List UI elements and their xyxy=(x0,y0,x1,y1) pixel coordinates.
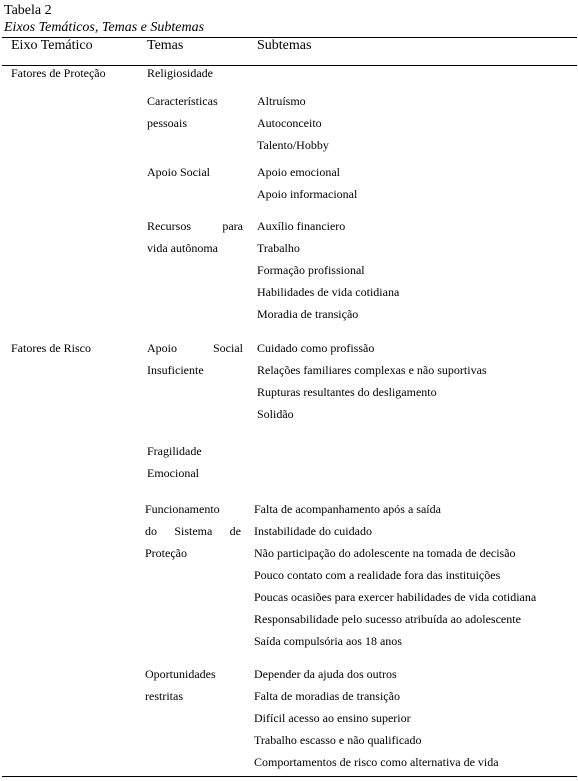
tema-funcionamento-sistema-protecao: Funcionamento do Sistema de Proteção xyxy=(145,502,241,560)
list-item: Comportamentos de risco como alternativa de vida xyxy=(254,755,499,769)
list-item: Apoio emocional xyxy=(257,165,340,179)
list-item: Altruísmo xyxy=(257,94,306,108)
list-item: Saída compulsória aos 18 anos xyxy=(254,634,402,648)
tema-apoio-social-insuficiente: Apoio Social Insuficiente xyxy=(147,341,243,377)
subtemas-apoio-social xyxy=(257,161,357,205)
list-item: Responsabilidade pelo sucesso atribuída ao adolescente xyxy=(254,612,521,626)
list-item: Relações familiares complexas e não suportivas xyxy=(257,363,487,377)
table-bottom-rule xyxy=(2,776,577,777)
list-item: Falta de moradias de transição xyxy=(254,689,400,703)
list-item: Depender da ajuda dos outros xyxy=(254,667,397,681)
tema-fragilidade-emocional: Fragilidade Emocional xyxy=(147,444,202,480)
tema-recursos-vida-autonoma: Recursos para vida autônoma xyxy=(147,219,243,255)
table-title: Eixos Temáticos, Temas e Subtemas xyxy=(4,20,205,35)
header-eixo-tematico: Eixo Temático xyxy=(11,38,93,53)
tema-caracteristicas-pessoais: Características pessoais xyxy=(147,94,218,130)
table-number: Tabela 2 xyxy=(4,3,52,18)
eixo-fatores-protecao: Fatores de Proteção xyxy=(11,66,106,80)
list-item: Cuidado como profissão xyxy=(257,341,375,355)
subtemas-oportunidades-restritas xyxy=(254,663,499,773)
header-subtemas: Subtemas xyxy=(257,38,312,53)
list-item: Falta de acompanhamento após a saída xyxy=(254,502,441,516)
list-item: Pouco contato com a realidade fora das instituições xyxy=(254,568,501,582)
tema-oportunidades-restritas: Oportunidades restritas xyxy=(145,667,216,703)
tema-apoio-social: Apoio Social xyxy=(147,165,210,179)
list-item: Trabalho xyxy=(257,241,300,255)
list-item: Instabilidade do cuidado xyxy=(254,524,372,538)
list-item: Talento/Hobby xyxy=(257,138,329,152)
tema-religiosidade: Religiosidade xyxy=(147,66,213,80)
list-item: Apoio informacional xyxy=(257,187,358,201)
subtemas-caracteristicas-pessoais xyxy=(257,90,329,156)
list-item: Auxílio financiero xyxy=(257,219,346,233)
list-item: Solidão xyxy=(257,407,294,421)
list-item: Moradia de transição xyxy=(257,307,359,321)
list-item: Autoconceito xyxy=(257,116,322,130)
list-item: Rupturas resultantes do desligamento xyxy=(257,385,437,399)
list-item: Trabalho escasso e não qualificado xyxy=(254,733,422,747)
list-item: Poucas ocasiões para exercer habilidades de vida cotidiana xyxy=(254,590,537,604)
subtemas-apoio-social-insuficiente xyxy=(257,337,487,425)
list-item: Habilidades de vida cotidiana xyxy=(257,285,400,299)
list-item: Não participação do adolescente na tomada de decisão xyxy=(254,546,516,560)
list-item: Formação profissional xyxy=(257,263,365,277)
list-item: Difícil acesso ao ensino superior xyxy=(254,711,411,725)
subtemas-funcionamento-sistema-protecao xyxy=(254,498,536,652)
header-temas: Temas xyxy=(147,38,184,53)
eixo-fatores-risco: Fatores de Risco xyxy=(11,341,91,355)
subtemas-recursos-vida-autonoma xyxy=(257,215,399,325)
